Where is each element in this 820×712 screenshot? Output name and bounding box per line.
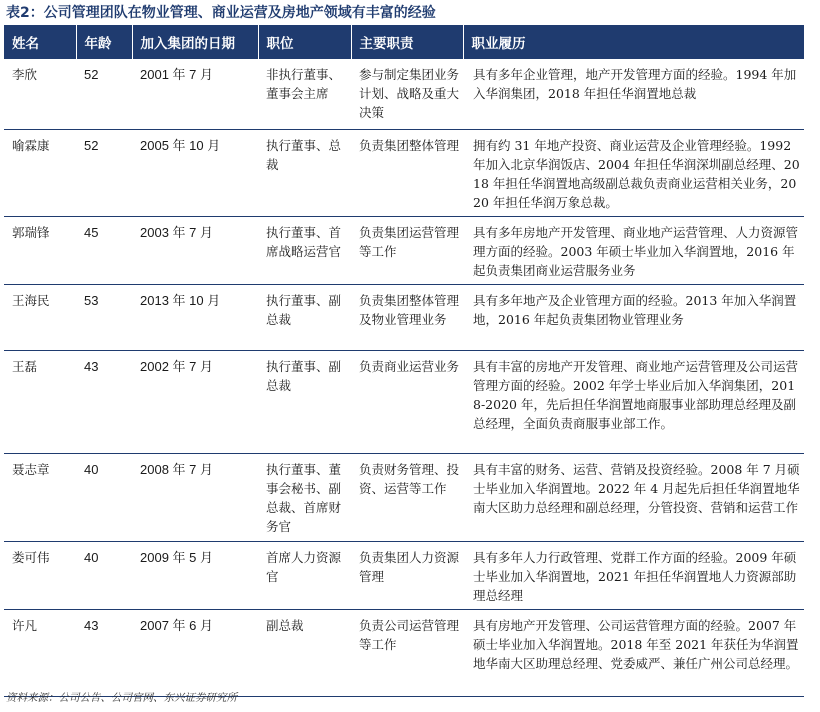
cell-duties: 负责财务管理、投资、运营等工作 [351, 453, 463, 541]
cell-duties: 负责集团运营管理等工作 [351, 216, 463, 284]
cell-join-date: 2009 年 5 月 [132, 541, 258, 609]
cell-age: 40 [76, 541, 132, 609]
cell-position: 执行董事、副总裁 [258, 284, 351, 350]
cell-age: 43 [76, 609, 132, 696]
cell-duties: 负责集团整体管理及物业管理业务 [351, 284, 463, 350]
cell-experience: 具有房地产开发管理、公司运营管理方面的经验。2007 年硕士毕业加入华润置地。2018 年至 2021 年获任为华润置地华南大区助理总经理、党委威严、兼任广州公司总经理。 [463, 609, 804, 696]
header-name: 姓名 [12, 36, 39, 52]
cell-duties: 参与制定集团业务计划、战略及重大决策 [351, 59, 463, 129]
cell-duties: 负责公司运营管理等工作 [351, 609, 463, 696]
cell-name: 聂志章 [4, 453, 76, 541]
cell-experience: 拥有约 31 年地产投资、商业运营及企业管理经验。1992 年加入北京华润饭店、2004 年担任华润深圳副总经理、2018 年担任华润置地高级副总裁负责商业运营相关业务，2020 年担任华润万象总裁。 [463, 129, 804, 216]
cell-name: 郭瑞锋 [4, 216, 76, 284]
cell-name: 许凡 [4, 609, 76, 696]
table-row [4, 541, 804, 609]
cell-age: 53 [76, 284, 132, 350]
cell-name: 娄可伟 [4, 541, 76, 609]
cell-experience: 具有多年地产及企业管理方面的经验。2013 年加入华润置地，2016 年起负责集团物业管理业务 [463, 284, 804, 350]
cell-position: 副总裁 [258, 609, 351, 696]
source-note: 资料来源：公司公告、公司官网、东兴证券研究所 [6, 692, 237, 704]
cell-join-date: 2013 年 10 月 [132, 284, 258, 350]
cell-experience: 具有多年人力行政管理、党群工作方面的经验。2009 年硕士毕业加入华润置地，2021 年担任华润置地人力资源部助理总经理 [463, 541, 804, 609]
cell-join-date: 2001 年 7 月 [132, 59, 258, 129]
cell-name: 喻霖康 [4, 129, 76, 216]
cell-position: 首席人力资源官 [258, 541, 351, 609]
cell-position: 执行董事、董事会秘书、副总裁、首席财务官 [258, 453, 351, 541]
table-caption: 表2：公司管理团队在物业管理、商业运营及房地产领域有丰富的经验 [6, 5, 436, 21]
cell-age: 52 [76, 59, 132, 129]
management-team-table [4, 25, 804, 697]
cell-duties: 负责集团整体管理 [351, 129, 463, 216]
cell-duties: 负责集团人力资源管理 [351, 541, 463, 609]
cell-position: 非执行董事、董事会主席 [258, 59, 351, 129]
cell-join-date: 2002 年 7 月 [132, 350, 258, 453]
cell-age: 52 [76, 129, 132, 216]
header-experience: 职业履历 [463, 25, 804, 59]
table-row [4, 284, 804, 350]
cell-join-date: 2007 年 6 月 [132, 609, 258, 696]
table-row [4, 350, 804, 453]
header-join-date: 加入集团的日期 [132, 25, 258, 59]
cell-position: 执行董事、副总裁 [258, 350, 351, 453]
cell-experience: 具有多年企业管理，地产开发管理方面的经验。1994 年加入华润集团，2018 年担任华润置地总裁 [463, 59, 804, 129]
table-row [4, 609, 804, 696]
table-row [4, 129, 804, 216]
cell-experience: 具有多年房地产开发管理、商业地产运营管理、人力资源管理方面的经验。2003 年硕士毕业加入华润置地，2016 年起负责集团商业运营服务业务 [463, 216, 804, 284]
header-duties: 主要职责 [351, 25, 463, 59]
cell-age: 40 [76, 453, 132, 541]
cell-age: 45 [76, 216, 132, 284]
cell-age: 43 [76, 350, 132, 453]
header-position: 职位 [258, 25, 351, 59]
cell-duties: 负责商业运营业务 [351, 350, 463, 453]
table-header-row [4, 25, 804, 59]
cell-experience: 具有丰富的财务、运营、营销及投资经验。2008 年 7 月硕士毕业加入华润置地。2022 年 4 月起先后担任华润置地华南大区助力总经理和副总经理，分管投资、营销和运营工作 [463, 453, 804, 541]
cell-join-date: 2008 年 7 月 [132, 453, 258, 541]
cell-name: 李欣 [4, 59, 76, 129]
cell-position: 执行董事、首席战略运营官 [258, 216, 351, 284]
cell-join-date: 2003 年 7 月 [132, 216, 258, 284]
header-age: 年龄 [76, 25, 132, 59]
table-row [4, 453, 804, 541]
cell-experience: 具有丰富的房地产开发管理、商业地产运营管理及公司运营管理方面的经验。2002 年学士毕业后加入华润集团，2018-2020 年，先后担任华润置地商服事业部助理总经理及副总经理，全面负责商服事业部工作。 [463, 350, 804, 453]
table-row [4, 216, 804, 284]
table-row [4, 59, 804, 129]
cell-join-date: 2005 年 10 月 [132, 129, 258, 216]
cell-name: 王海民 [4, 284, 76, 350]
cell-position: 执行董事、总裁 [258, 129, 351, 216]
management-table-container [4, 25, 804, 697]
cell-name: 王磊 [4, 350, 76, 453]
